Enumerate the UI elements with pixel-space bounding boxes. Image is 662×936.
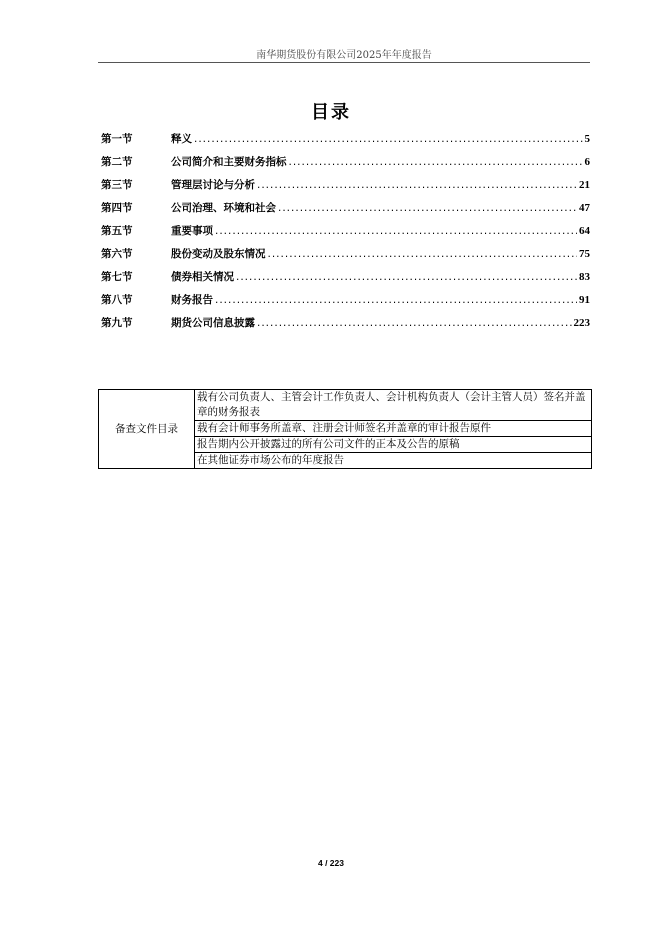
page-header: 南华期货股份有限公司2025年年度报告 [256,50,432,61]
reference-documents-label: 备查文件目录 [99,390,195,469]
page-title: 目录 [311,102,351,123]
toc-section-number: 第八节 [101,294,133,306]
header-divider [98,62,590,63]
toc-section-number: 第五节 [101,225,133,237]
toc-entry[interactable] [101,292,590,315]
toc-entry[interactable] [101,131,590,154]
toc-entry[interactable] [101,315,590,338]
reference-document-item: 载有公司负责人、主管会计工作负责人、会计机构负责人（会计主管人员）签名并盖章的财务报表 [195,390,592,421]
toc-section-title: 公司简介和主要财务指标 [171,156,287,168]
toc-section-number: 第六节 [101,248,133,260]
toc-leader-dots [268,248,578,260]
toc-section-number: 第一节 [101,133,133,145]
toc-entry[interactable] [101,246,590,269]
toc-entry[interactable] [101,154,590,177]
toc-leader-dots [257,179,577,191]
toc-page-number: 83 [579,271,590,283]
toc-page-number: 5 [584,133,590,145]
toc-page-number: 64 [579,225,590,237]
toc-entry[interactable] [101,177,590,200]
toc-section-title: 债券相关情况 [171,271,234,283]
reference-documents-table [98,389,592,469]
toc-page-number: 47 [579,202,590,214]
page-number-footer: 4 / 223 [318,858,344,868]
toc-section-title: 股份变动及股东情况 [171,248,266,260]
toc-entry[interactable] [101,223,590,246]
toc-entry[interactable] [101,200,590,223]
toc-leader-dots [257,317,572,329]
toc-section-title: 期货公司信息披露 [171,317,255,329]
toc-section-title: 释义 [171,133,192,145]
toc-section-number: 第四节 [101,202,133,214]
toc-page-number: 6 [584,156,590,168]
table-of-contents [101,131,590,338]
toc-section-number: 第二节 [101,156,133,168]
toc-leader-dots [278,202,577,214]
toc-leader-dots [215,294,577,306]
toc-section-number: 第七节 [101,271,133,283]
toc-page-number: 91 [579,294,590,306]
toc-section-number: 第九节 [101,317,133,329]
toc-entry[interactable] [101,269,590,292]
toc-section-title: 重要事项 [171,225,213,237]
table-row [99,390,592,421]
toc-section-title: 公司治理、环境和社会 [171,202,276,214]
toc-section-title: 管理层讨论与分析 [171,179,255,191]
toc-leader-dots [289,156,583,168]
toc-leader-dots [194,133,583,145]
reference-document-item: 载有会计师事务所盖章、注册会计师签名并盖章的审计报告原件 [195,421,592,437]
toc-leader-dots [236,271,577,283]
toc-page-number: 21 [579,179,590,191]
toc-section-number: 第三节 [101,179,133,191]
toc-section-title: 财务报告 [171,294,213,306]
toc-page-number: 75 [579,248,590,260]
toc-page-number: 223 [573,317,590,329]
reference-document-item: 报告期内公开披露过的所有公司文件的正本及公告的原稿 [195,437,592,453]
reference-document-item: 在其他证券市场公布的年度报告 [195,453,592,469]
toc-leader-dots [215,225,577,237]
